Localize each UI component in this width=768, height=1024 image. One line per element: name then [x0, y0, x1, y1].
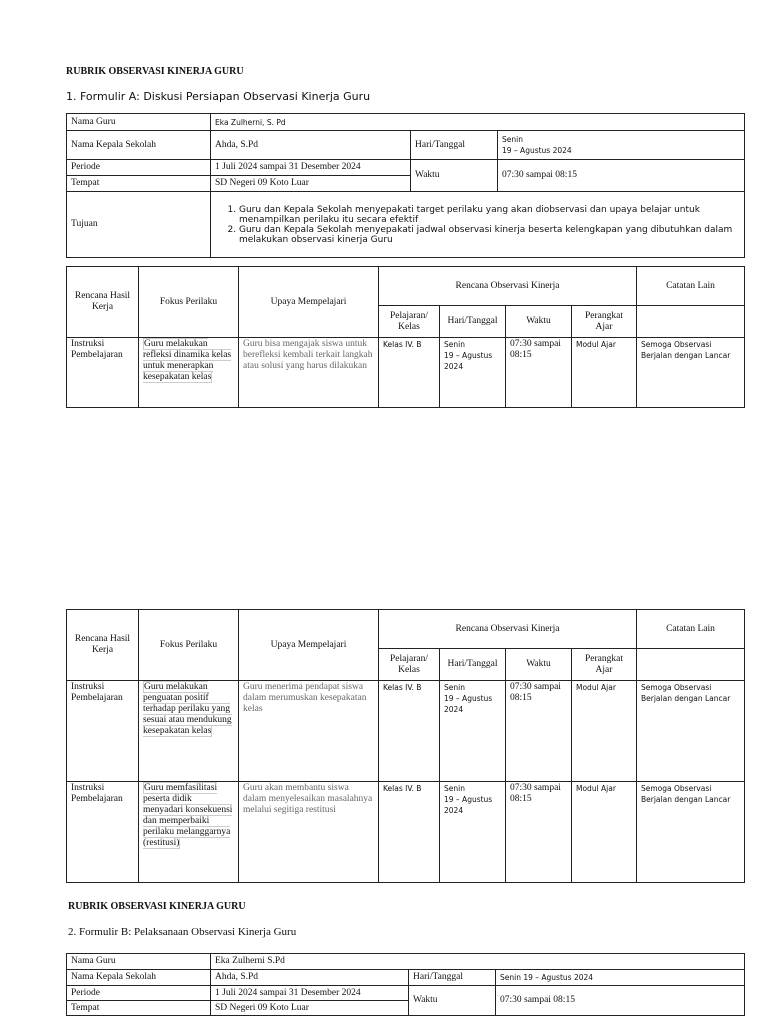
- periode-value: 1 Juli 2024 sampai 31 Desember 2024: [211, 160, 411, 176]
- hari-year: 2024: [444, 362, 464, 371]
- waktu-cell: 07:30 sampai 08:15: [506, 782, 572, 883]
- hari-value-date: 19 – Agustus 2024: [502, 146, 572, 155]
- header-rencana-observasi: Rencana Observasi Kinerja: [379, 610, 637, 649]
- hari-day: Senin: [444, 784, 465, 793]
- kepala-value: Ahda, S.Pd: [211, 970, 409, 986]
- table-row: [67, 681, 745, 782]
- nama-guru-value: Eka Zulherni, S. Pd: [211, 114, 745, 131]
- header-rencana-hasil: Rencana Hasil Kerja: [67, 610, 139, 681]
- upaya-cell: Guru bisa mengajak siswa untuk berefleksi kembali terkait langkah atau solusi yang harus dilakukan: [239, 338, 379, 408]
- catatan-cell: Semoga Observasi Berjalan dengan Lancar: [637, 782, 745, 883]
- form-subtitle: 1. Formulir A: Diskusi Persiapan Observasi Kinerja Guru: [66, 90, 371, 103]
- header-catatan: Catatan Lain: [637, 267, 745, 306]
- fokus-text: Guru melakukan refleksi dinamika kelas untuk menerapkan kesepakatan kelas: [143, 339, 232, 382]
- hari-cell: [440, 681, 506, 782]
- kepala-label: Nama Kepala Sekolah: [67, 131, 211, 160]
- hari-value: [498, 131, 745, 160]
- tempat-value: SD Negeri 09 Koto Luar: [211, 176, 411, 192]
- waktu-label: Waktu: [409, 986, 496, 1016]
- hari-year: 2024: [444, 705, 464, 714]
- header-rencana-observasi: Rencana Observasi Kinerja: [379, 267, 637, 306]
- waktu-value: 07:30 sampai 08:15: [496, 986, 745, 1016]
- rencana-cell: Instruksi Pembelajaran: [67, 782, 139, 883]
- fokus-cell: [139, 782, 239, 883]
- header-upaya: Upaya Mempelajari: [239, 267, 379, 338]
- plan-table-2: [66, 609, 745, 883]
- tempat-label: Tempat: [67, 176, 211, 192]
- fokus-cell: [139, 681, 239, 782]
- upaya-cell: Guru menerima pendapat siswa dalam merumuskan kesepakatan kelas: [239, 681, 379, 782]
- header-pelajaran: Pelajaran/ Kelas: [379, 649, 440, 681]
- header-fokus: Fokus Perilaku: [139, 610, 239, 681]
- page-heading: RUBRIK OBSERVASI KINERJA GURU: [66, 66, 244, 77]
- tempat-value: SD Negeri 09 Koto Luar: [211, 1001, 409, 1016]
- nama-guru-label: Nama Guru: [67, 954, 211, 970]
- fokus-text: Guru memfasilitasi peserta didik menyadari konsekuensi dan memperbaiki perilaku melanggarnya (restitusi): [143, 783, 233, 848]
- header-upaya: Upaya Mempelajari: [239, 610, 379, 681]
- hari-value-day: Senin: [502, 135, 523, 144]
- page-heading: RUBRIK OBSERVASI KINERJA GURU: [68, 901, 246, 912]
- header-waktu: Waktu: [506, 649, 572, 681]
- hari-date: 19 – Agustus: [444, 795, 493, 804]
- nama-guru-value: Eka Zulherni S.Pd: [211, 954, 745, 970]
- perangkat-cell: Modul Ajar: [572, 681, 637, 782]
- fokus-text: Guru melakukan penguatan positif terhadap perilaku yang sesuai atau mendukung kesepakatan kelas: [143, 682, 232, 736]
- header-perangkat: Perangkat Ajar: [572, 306, 637, 338]
- header-catatan: Catatan Lain: [637, 610, 745, 649]
- tujuan-list: [215, 205, 740, 245]
- form-subtitle: 2. Formulir B: Pelaksanaan Observasi Kinerja Guru: [68, 926, 297, 938]
- header-waktu: Waktu: [506, 306, 572, 338]
- hari-label: Hari/Tanggal: [411, 131, 498, 160]
- catatan-cell: Semoga Observasi Berjalan dengan Lancar: [637, 338, 745, 408]
- info-table: [66, 113, 745, 258]
- hari-date: 19 – Agustus: [444, 351, 493, 360]
- rencana-cell: Instruksi Pembelajaran: [67, 681, 139, 782]
- hari-cell: [440, 338, 506, 408]
- kelas-cell: Kelas IV. B: [379, 338, 440, 408]
- perangkat-cell: Modul Ajar: [572, 338, 637, 408]
- nama-guru-label: Nama Guru: [67, 114, 211, 131]
- hari-year: 2024: [444, 806, 464, 815]
- kepala-value: Ahda, S.Pd: [211, 131, 411, 160]
- tujuan-item: 2. Guru dan Kepala Sekolah menyepakati jadwal observasi kinerja beserta kelengkapan yang dibutuhkan dalam melakukan observasi kinerja Guru: [239, 225, 740, 245]
- upaya-cell: Guru akan membantu siswa dalam menyelesaikan masalahnya melalui segitiga restitusi: [239, 782, 379, 883]
- header-perangkat: Perangkat Ajar: [572, 649, 637, 681]
- header-pelajaran: Pelajaran/ Kelas: [379, 306, 440, 338]
- table-row: [67, 782, 745, 883]
- hari-value: Senin 19 – Agustus 2024: [496, 970, 745, 986]
- waktu-cell: 07:30 sampai 08:15: [506, 338, 572, 408]
- kelas-cell: Kelas IV. B: [379, 681, 440, 782]
- header-rencana-hasil: Rencana Hasil Kerja: [67, 267, 139, 338]
- tujuan-item: 1. Guru dan Kepala Sekolah menyepakati target perilaku yang akan diobservasi dan upaya belajar untuk menampilkan perilaku itu secara efektif: [239, 205, 740, 225]
- header-hari: Hari/Tanggal: [440, 306, 506, 338]
- catatan-cell: Semoga Observasi Berjalan dengan Lancar: [637, 681, 745, 782]
- waktu-label: Waktu: [411, 160, 498, 192]
- header-fokus: Fokus Perilaku: [139, 267, 239, 338]
- rencana-cell: Instruksi Pembelajaran: [67, 338, 139, 408]
- header-hari: Hari/Tanggal: [440, 649, 506, 681]
- waktu-value: 07:30 sampai 08:15: [498, 160, 745, 192]
- hari-label: Hari/Tanggal: [409, 970, 496, 986]
- tempat-label: Tempat: [67, 1001, 211, 1016]
- kepala-label: Nama Kepala Sekolah: [67, 970, 211, 986]
- tujuan-value: [211, 192, 745, 258]
- header-catatan-empty: [637, 649, 745, 681]
- kelas-cell: Kelas IV. B: [379, 782, 440, 883]
- periode-label: Periode: [67, 160, 211, 176]
- info-table-2: [66, 953, 745, 1016]
- periode-label: Periode: [67, 986, 211, 1001]
- hari-day: Senin: [444, 683, 465, 692]
- fokus-cell: [139, 338, 239, 408]
- tujuan-label: Tujuan: [67, 192, 211, 258]
- perangkat-cell: Modul Ajar: [572, 782, 637, 883]
- periode-value: 1 Juli 2024 sampai 31 Desember 2024: [211, 986, 409, 1001]
- header-catatan-empty: [637, 306, 745, 338]
- hari-date: 19 – Agustus: [444, 694, 493, 703]
- plan-table-1: [66, 266, 745, 408]
- hari-cell: [440, 782, 506, 883]
- waktu-cell: 07:30 sampai 08:15: [506, 681, 572, 782]
- table-row: [67, 338, 745, 408]
- hari-day: Senin: [444, 340, 465, 349]
